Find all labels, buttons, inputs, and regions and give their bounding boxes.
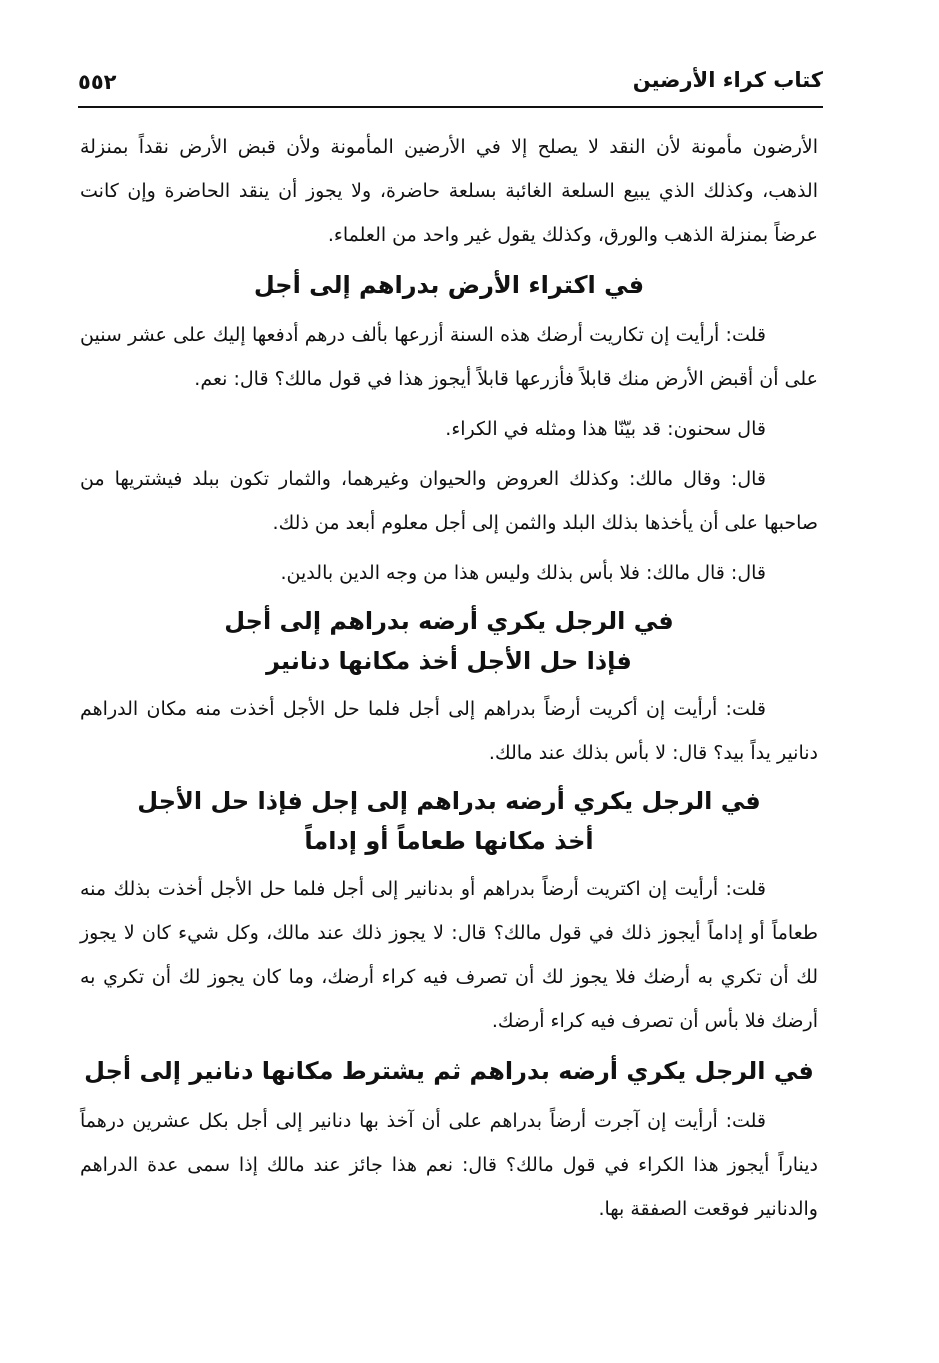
section-heading-2-line-1: في الرجل يكري أرضه بدراهم إلى أجل xyxy=(224,607,674,635)
section-heading-2-line-2: فإذا حل الأجل أخذ مكانها دنانير xyxy=(266,647,632,675)
paragraph-2: قلت: أرأيت إن تكاريت أرضك هذه السنة أزرعها بألف درهم أدفعها إليك على عشر سنين على أن أقبض الأرض منك قابلاً فأزرعها قابلاً أيجوز هذا في قول مالك؟ قال: نعم. xyxy=(80,324,818,390)
page-number: ٥٥٢ xyxy=(78,70,117,94)
paragraph-4: قال: وقال مالك: وكذلك العروض والحيوان وغيرهما، والثمار تكون ببلد فيشتريها من صاحبها على أن يأخذها بذلك البلد والثمن إلى أجل معلوم أبعد من ذلك. xyxy=(80,468,818,534)
section-heading-3 xyxy=(80,781,818,861)
header-book-title: كتاب كراء الأرضين xyxy=(632,68,823,92)
page-body xyxy=(80,125,818,1237)
paragraph-1: الأرضون مأمونة لأن النقد لا يصلح إلا في الأرضين المأمونة ولأن قبض الأرض نقداً بمنزلة الذهب، وكذلك الذي يبيع السلعة الغائبة بسلعة حاضرة، ولا يجوز أن ينقد الحاضرة وإن كانت عرضاً بمنزلة الذهب والورق، وكذلك يقول غير واحد من العلماء. xyxy=(80,136,818,246)
section-heading-1: في اكتراء الأرض بدراهم إلى أجل xyxy=(253,271,645,299)
running-header xyxy=(78,66,823,106)
paragraph-8: قلت: أرأيت إن آجرت أرضاً بدراهم على أن آخذ بها دنانير إلى أجل بكل عشرين درهماً ديناراً أيجوز هذا الكراء في قول مالك؟ قال: نعم هذا جائز عند مالك إذا سمى عدة الدراهم والدنانير فوقعت الصفقة بها. xyxy=(80,1110,818,1220)
paragraph-7: قلت: أرأيت إن اكتريت أرضاً بدراهم أو بدنانير إلى أجل فلما حل الأجل أخذت بذلك منه طعاماً أو إداماً أيجوز ذلك في قول مالك؟ قال: لا يجوز ذلك عند مالك، وكل شيء كان لا يجوز لك أن تكري به أرضك فلا يجوز لك أن تصرف فيه كراء أرضك، وما كان يجوز لك أن تكري به أرضك فلا بأس أن تصرف فيه كراء أرضك. xyxy=(80,878,818,1032)
paragraph-3: قال سحنون: قد بيّنّا هذا ومثله في الكراء. xyxy=(445,418,766,440)
paragraph-5: قال: قال مالك: فلا بأس بذلك وليس هذا من وجه الدين بالدين. xyxy=(280,562,766,584)
section-heading-3-line-2: أخذ مكانها طعاماً أو إداماً xyxy=(304,827,594,855)
header-divider xyxy=(78,106,823,108)
section-heading-3-line-1: في الرجل يكري أرضه بدراهم إلى إجل فإذا حل الأجل xyxy=(137,787,761,815)
paragraph-6: قلت: أرأيت إن أكريت أرضاً بدراهم إلى أجل فلما حل الأجل أخذت منه مكان الدراهم دنانير يداً بيد؟ قال: لا بأس بذلك عند مالك. xyxy=(80,698,818,764)
section-heading-2 xyxy=(80,601,818,681)
section-heading-4: في الرجل يكري أرضه بدراهم ثم يشترط مكانها دنانير إلى أجل xyxy=(84,1057,814,1085)
